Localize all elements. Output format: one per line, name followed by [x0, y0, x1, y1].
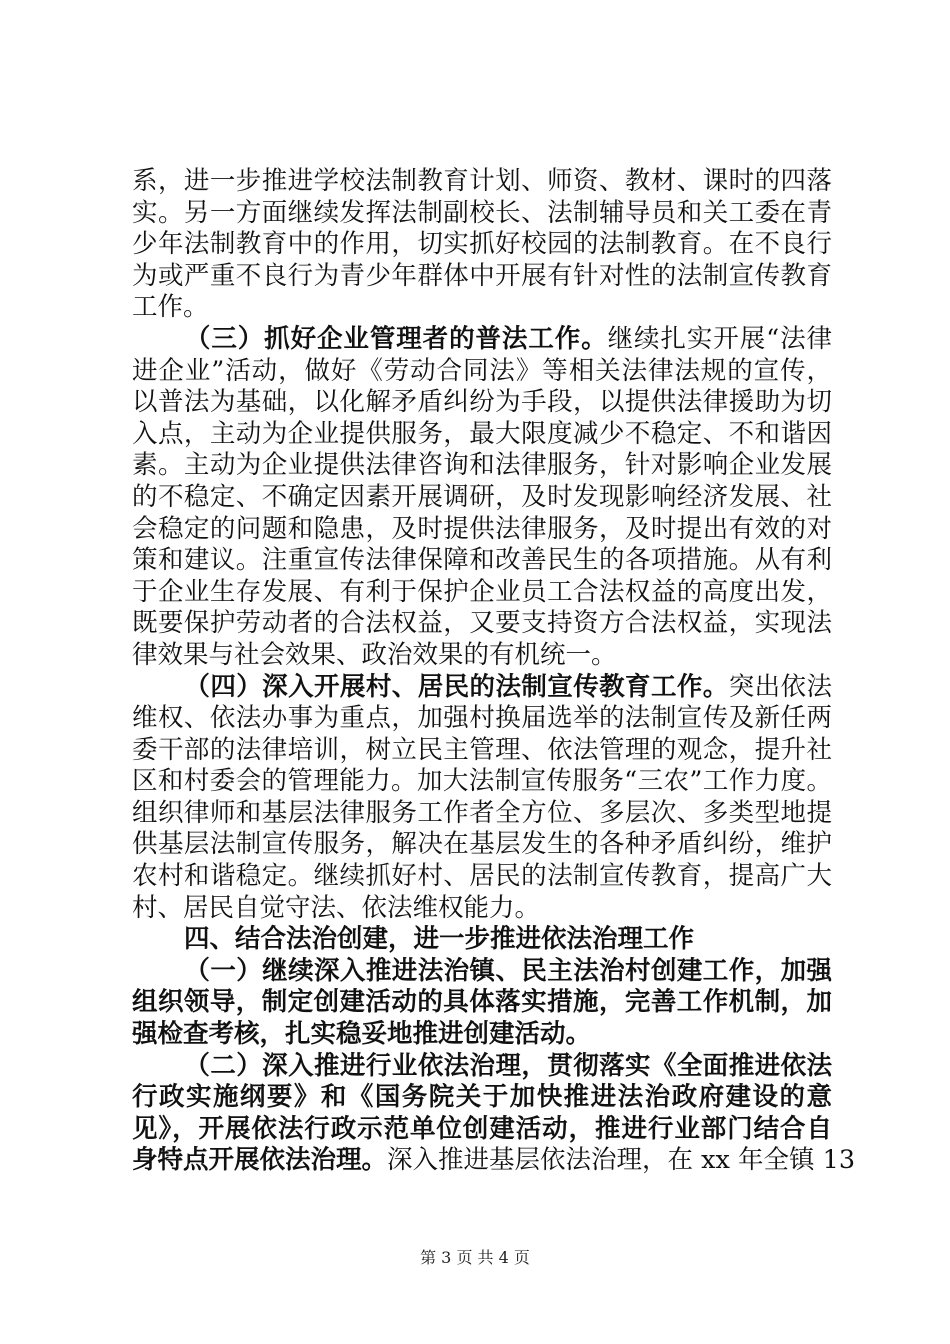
text-line	[132, 608, 832, 640]
text-line	[132, 987, 832, 1019]
bold-heading-text: （四）深入开展村、居民的法制宣传教育工作。	[184, 671, 729, 702]
body-text-run: 继续扎实开展“法律	[607, 323, 832, 354]
body-text-run: 的不稳定、不确定因素开展调研，及时发现影响经济发展、社	[132, 481, 832, 512]
body-text-run: 以普法为基础，以化解矛盾纠纷为手段，以提供法律援助为切	[132, 387, 832, 418]
page-footer: 第 3 页 共 4 页	[420, 1248, 530, 1267]
body-text-run: 突出依法	[728, 671, 832, 702]
body-text-run: 策和建议。注重宣传法律保障和改善民生的各项措施。从有利	[132, 545, 832, 576]
body-text-run: 深入推进基层依法治理，在 xx 年全镇 13	[387, 1145, 856, 1176]
body-text-run: 进企业”活动，做好《劳动合同法》等相关法律法规的宣传，	[132, 355, 832, 386]
body-text-run: 素。主动为企业提供法律咨询和法律服务，针对影响企业发展	[132, 450, 832, 481]
body-text-run: 维权、依法办事为重点，加强村换届选举的法制宣传及新任两	[132, 703, 832, 734]
body-text-run: 供基层法制宣传服务，解决在基层发生的各种矛盾纠纷，维护	[132, 829, 832, 860]
bold-heading-text: 组织领导，制定创建活动的具体落实措施，完善工作机制，加	[132, 987, 832, 1018]
text-line	[132, 356, 832, 388]
text-line	[132, 198, 832, 230]
bold-heading-text: （三）抓好企业管理者的普法工作。	[184, 323, 608, 354]
text-line	[132, 956, 832, 988]
bold-heading-text: （二）深入推进行业依法治理，贯彻落实《全面推进依法	[184, 1050, 832, 1081]
text-line	[132, 735, 832, 767]
bold-heading-text: 强检查考核，扎实稳妥地推进创建活动。	[132, 1019, 592, 1050]
text-line	[132, 419, 832, 451]
body-text-run: 律效果与社会效果、政治效果的有机统一。	[132, 639, 617, 670]
body-text-run: 会稳定的问题和隐患，及时提供法律服务，及时提出有效的对	[132, 513, 832, 544]
bold-heading-text: 行政实施纲要》和《国务院关于加快推进法治政府建设的意	[132, 1082, 832, 1113]
bold-heading-text: （一）继续深入推进法治镇、民主法治村创建工作，加强	[184, 955, 832, 986]
document-body	[132, 166, 856, 1177]
text-line	[132, 1145, 856, 1177]
bold-heading-text: 四、结合法治创建，进一步推进依法治理工作	[184, 924, 695, 955]
body-text-run: 区和村委会的管理能力。加大法制宣传服务“三农”工作力度。	[132, 766, 832, 797]
body-text-run: 既要保护劳动者的合法权益，又要支持资方合法权益，实现法	[132, 608, 832, 639]
body-text-run: 工作。	[132, 292, 209, 323]
text-line	[132, 1051, 832, 1083]
body-text-run: 实。另一方面继续发挥法制副校长、法制辅导员和关工委在青	[132, 197, 832, 228]
text-line	[132, 229, 832, 261]
body-text-run: 少年法制教育中的作用，切实抓好校园的法制教育。在不良行	[132, 229, 832, 260]
text-line	[132, 672, 832, 704]
bold-heading-text: 见》，开展依法行政示范单位创建活动，推进行业部门结合自	[132, 1113, 832, 1144]
text-line	[132, 861, 832, 893]
text-line	[132, 703, 832, 735]
text-line	[132, 292, 832, 324]
text-line	[132, 450, 832, 482]
text-line	[132, 166, 832, 198]
text-line	[132, 829, 832, 861]
text-line	[132, 545, 832, 577]
text-line	[132, 1082, 832, 1114]
text-line	[132, 324, 832, 356]
text-line	[132, 261, 832, 293]
text-line	[132, 893, 832, 925]
text-line	[132, 640, 832, 672]
text-line	[132, 1114, 832, 1146]
body-text-run: 为或严重不良行为青少年群体中开展有针对性的法制宣传教育	[132, 260, 832, 291]
text-line	[132, 514, 832, 546]
body-text-run: 组织律师和基层法律服务工作者全方位、多层次、多类型地提	[132, 797, 832, 828]
text-line	[132, 766, 832, 798]
text-line	[132, 577, 832, 609]
text-line	[132, 798, 832, 830]
body-text-run: 入点，主动为企业提供服务，最大限度减少不稳定、不和谐因	[132, 418, 832, 449]
body-text-run: 于企业生存发展、有利于保护企业员工合法权益的高度出发，	[132, 576, 832, 607]
body-text-run: 委干部的法律培训，树立民主管理、依法管理的观念，提升社	[132, 734, 832, 765]
text-line	[132, 1019, 832, 1051]
body-text-run: 村、居民自觉守法、依法维权能力。	[132, 892, 541, 923]
text-line	[132, 387, 832, 419]
text-line	[132, 924, 832, 956]
body-text-run: 农村和谐稳定。继续抓好村、居民的法制宣传教育，提高广大	[132, 861, 832, 892]
bold-heading-text: 身特点开展依法治理。	[132, 1145, 388, 1176]
body-text-run: 系，进一步推进学校法制教育计划、师资、教材、课时的四落	[132, 166, 832, 196]
text-line	[132, 482, 832, 514]
